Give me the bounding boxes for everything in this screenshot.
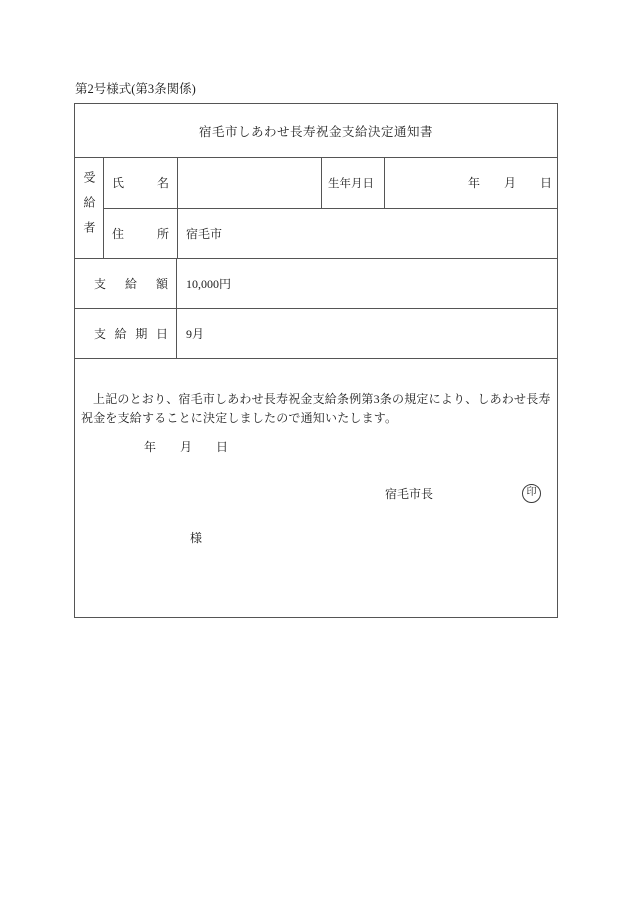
- name-value-cell: [178, 158, 322, 208]
- notice-body: 上記のとおり、宿毛市しあわせ長寿祝金支給条例第3条の規定により、しあわせ長寿祝金を支給することに決定しましたので通知いたします。: [81, 392, 551, 425]
- name-label-cell: [104, 158, 178, 208]
- address-label: 住所: [112, 226, 169, 241]
- notice-section: [75, 359, 557, 617]
- due-date-label-cell: [75, 309, 177, 358]
- name-row: [104, 158, 557, 209]
- recipient-section: [75, 158, 557, 259]
- birthdate-label: 生年月日: [328, 177, 374, 190]
- address-value-cell: 宿毛市: [186, 226, 223, 241]
- amount-label-cell: [75, 259, 177, 308]
- notification-form-table: [74, 103, 558, 618]
- document-title: 宿毛市しあわせ長寿祝金支給決定通知書: [75, 104, 557, 158]
- issue-date-line: 年 月 日: [144, 440, 229, 454]
- address-label-cell: [104, 209, 178, 259]
- due-date-row: [75, 309, 557, 359]
- addressee-suffix: 様: [190, 531, 203, 545]
- name-label: 氏名: [112, 176, 169, 191]
- address-row: [104, 209, 557, 259]
- due-date-value-cell: 9月: [186, 327, 205, 341]
- recipient-vertical-label: 受給者: [82, 170, 96, 246]
- form-number-label: 第2号様式(第3条関係): [75, 82, 196, 96]
- amount-value-cell: 10,000円: [186, 277, 232, 291]
- amount-row: [75, 259, 557, 309]
- due-date-label: 支給期日: [94, 327, 168, 341]
- amount-label: 支給額: [94, 277, 168, 291]
- recipient-rows: [104, 158, 557, 258]
- birthdate-value-cell: 年 月 日: [467, 176, 552, 191]
- recipient-vertical-header: [75, 158, 104, 258]
- seal-stamp-icon: 印: [522, 484, 541, 503]
- issuer-name: 宿毛市長: [385, 486, 434, 501]
- birthdate-label-cell: [322, 158, 385, 208]
- issuer-line: [385, 483, 551, 503]
